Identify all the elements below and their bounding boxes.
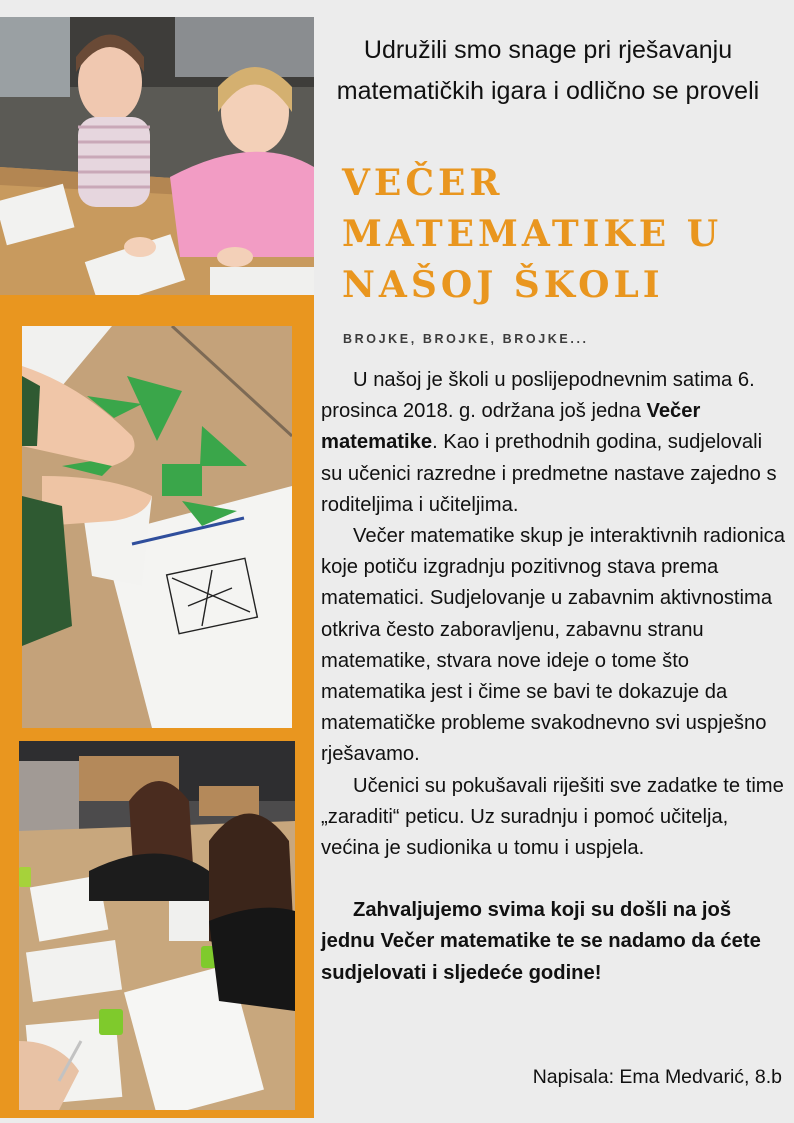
paragraph-1 <box>321 365 787 521</box>
title-line-2: MATEMATIKE U <box>342 213 723 255</box>
author-credit: Napisala: Ema Medvarić, 8.b <box>532 1066 782 1088</box>
thanks-paragraph <box>321 895 787 989</box>
intro-text: Udružili smo snage pri rješavanju matematičkih igara i odlično se proveli <box>336 36 760 105</box>
paragraph-1-rest: . Kao i prethodnih godina, sudjelovali su učenici razredne i predmetne nastave zajedno s roditeljima i učiteljima. <box>321 431 777 516</box>
photo-students-in-classroom <box>19 741 295 1110</box>
paragraph-3 <box>321 771 787 865</box>
paragraph-3-text: Učenici su pokušavali riješiti sve zadatke te time „zaraditi“ peticu. Uz suradnju i pomoć učitelja, većina je sudionika u tomu i uspjela. <box>321 774 784 860</box>
paragraph-2 <box>321 521 787 771</box>
photo-girls-at-table <box>0 17 314 295</box>
page-title <box>342 158 782 311</box>
thanks-text: Zahvaljujemo svima koji su došli na još jednu Večer matematike te se nadamo da ćete sudjelovati i sljedeće godine! <box>321 899 761 984</box>
paragraph-1-text: U našoj je školi u poslijepodnevnim satima 6. prosinca 2018. g. održana još jedna <box>321 369 755 423</box>
photo-tangram-puzzle <box>22 326 292 728</box>
title-line-3: NAŠOJ ŠKOLI <box>342 264 664 306</box>
article-body <box>321 365 787 989</box>
paragraph-1-bold: Večer matematike <box>321 400 701 454</box>
paragraph-2-text: Večer matematike skup je interaktivnih radionica koje potiču izgradnju pozitivnog stava prema matematici. Sudjelovanje u zabavnim aktivnostima otkriva često zaboravljenu, zabavnu stranu matematike, stvara nove ideje o tome što matematika jest i čime se bavi te dokazuje da matematičke probleme svakodnevno svi uspješno rješavamo. <box>321 525 785 766</box>
title-line-1: VEČER <box>342 162 504 204</box>
subtitle: BROJKE, BROJKE, BROJKE... <box>343 332 589 346</box>
